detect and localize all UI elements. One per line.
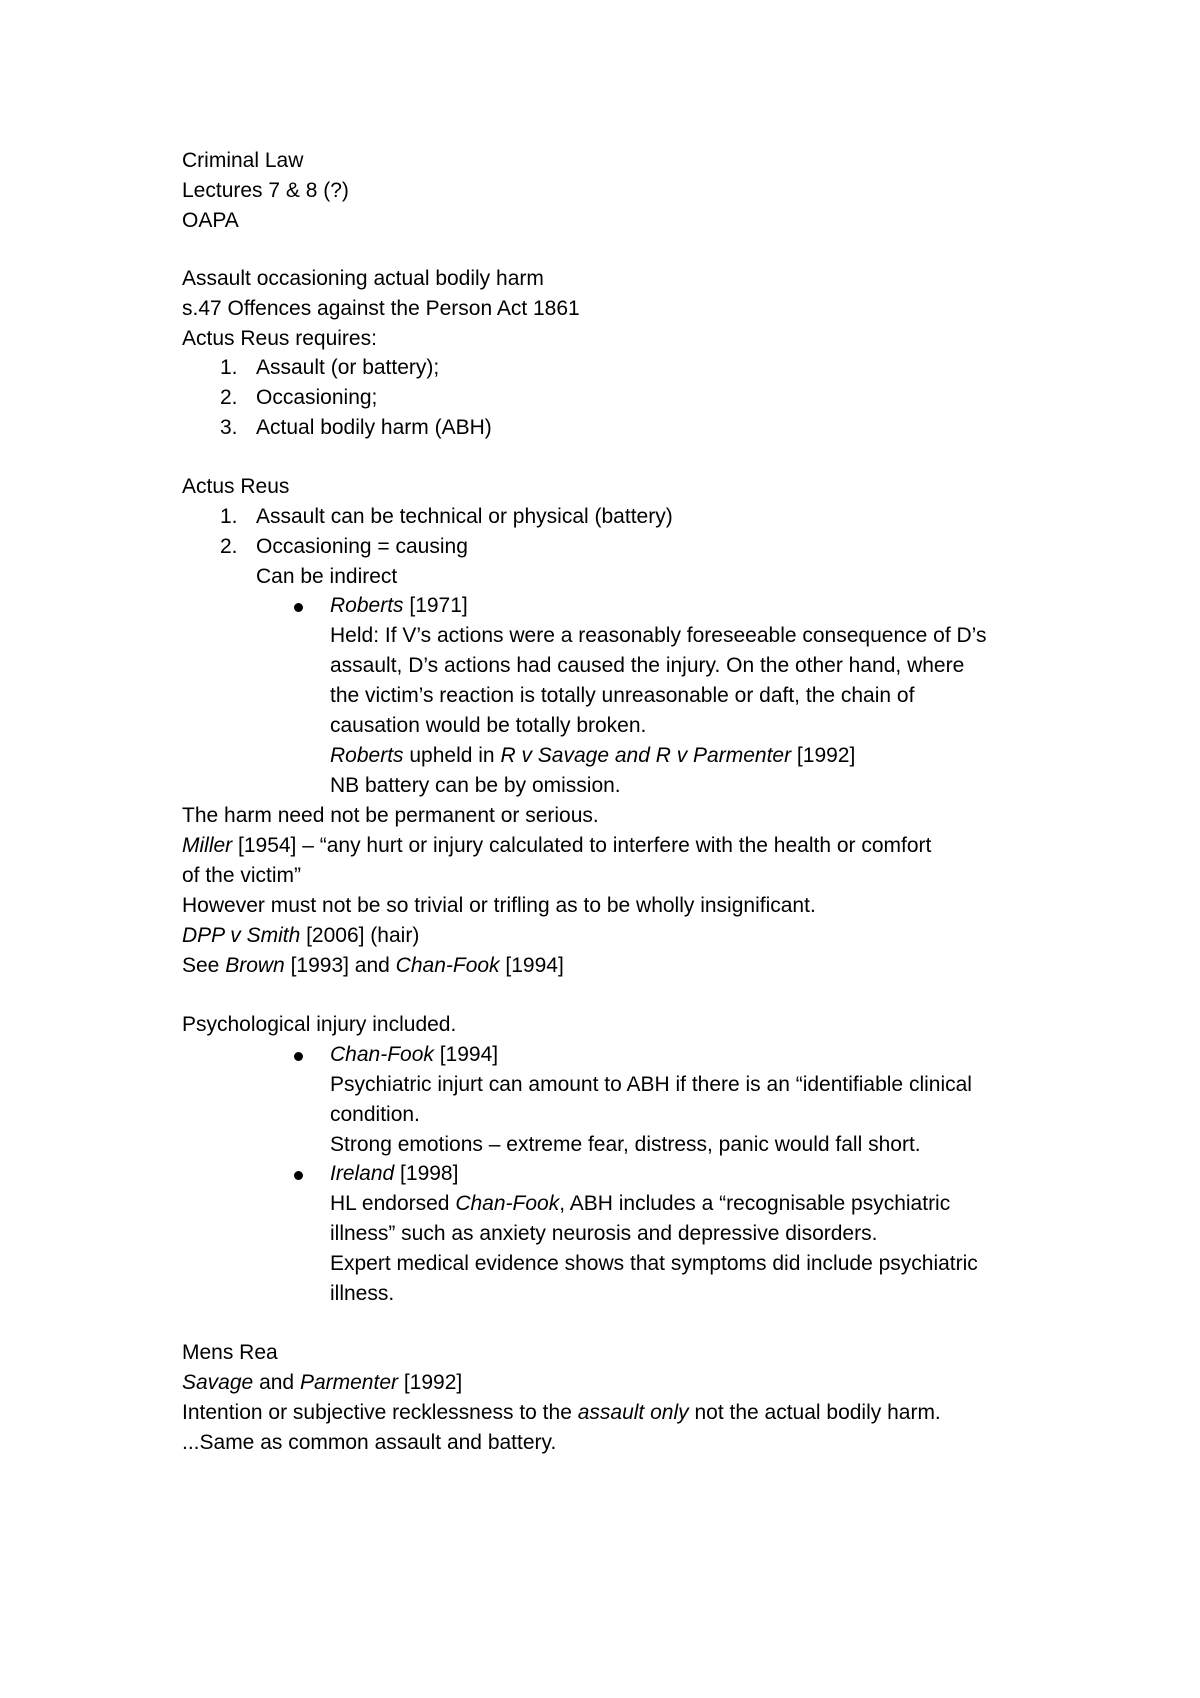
abh-heading: Assault occasioning actual bodily harm [182,267,544,290]
list-number: 3. [220,416,238,439]
harm-line: The harm need not be permanent or serious. [182,804,599,827]
held-line: Held: If V’s actions were a reasonably foreseeable consequence of D’s [330,624,987,647]
same-line: ...Same as common assault and battery. [182,1431,557,1454]
case-name: Ireland [330,1162,395,1185]
psych-line: condition. [330,1103,420,1126]
held-line: assault, D’s actions had caused the injury. On the other hand, where [330,654,965,677]
roberts-case-line [330,592,468,620]
case-name: Savage [182,1371,254,1394]
psych-heading: Psychological injury included. [182,1013,457,1036]
intent-text: Intention or subjective recklessness to the [182,1401,578,1424]
list-item: Occasioning; [256,386,378,409]
intent-emphasis: assault only [577,1401,689,1424]
upheld-line [330,742,855,770]
actus-heading: Actus Reus [182,475,290,498]
case-name: Roberts [330,594,404,617]
list-number: 2. [220,535,238,558]
held-line: the victim’s reaction is totally unreasonable or daft, the chain of [330,684,915,707]
statute-line: s.47 Offences against the Person Act 1861 [182,297,580,320]
see-text: See [182,954,226,977]
mens-rea-heading: Mens Rea [182,1341,278,1364]
requires-line: Actus Reus requires: [182,327,377,350]
list-item: Assault (or battery); [256,356,440,379]
case-name: Brown [225,954,285,977]
case-name: Parmenter [299,1371,398,1394]
nb-line: NB battery can be by omission. [330,774,621,797]
list-number: 1. [220,356,238,379]
miller-cont-line: of the victim” [182,864,302,887]
list-item: Occasioning = causing [256,535,468,558]
case-year: [1992] [398,1371,463,1394]
list-item: Assault can be technical or physical (battery) [256,505,673,528]
case-year: [1998] [394,1162,459,1185]
case-name: Chan-Fook [455,1192,560,1215]
case-name: DPP v Smith [182,924,301,947]
case-year: [2006] (hair) [300,924,420,947]
ireland-line: illness” such as anxiety neurosis and depressive disorders. [330,1222,878,1245]
dpp-line [182,922,419,950]
case-name: R v Savage and R v Parmenter [500,744,792,767]
act-label: OAPA [182,209,239,232]
upheld-text: upheld in [403,744,501,767]
case-year: [1994] [433,1043,499,1066]
ireland-line: Expert medical evidence shows that symptoms did include psychiatric [330,1252,978,1275]
intent-text: not the actual bodily harm. [688,1401,941,1424]
case-name: Roberts [330,744,404,767]
psych-line: Strong emotions – extreme fear, distress, panic would fall short. [330,1133,921,1156]
see-text: [1993] and [284,954,396,977]
trivial-line: However must not be so trivial or trifling as to be wholly insignificant. [182,894,816,917]
list-number: 2. [220,386,238,409]
mens-case-line [182,1369,462,1397]
indirect-line: Can be indirect [256,565,398,588]
chan-fook-case-line [330,1041,498,1069]
bullet-icon [294,603,303,612]
ireland-case-line [330,1160,458,1188]
psych-line: Psychiatric injurt can amount to ABH if there is an “identifiable clinical [330,1073,972,1096]
ireland-line: illness. [330,1282,395,1305]
list-item: Actual bodily harm (ABH) [256,416,492,439]
list-number: 1. [220,505,238,528]
see-line [182,952,564,980]
bullet-icon [294,1171,303,1180]
hl-text: , ABH includes a “recognisable psychiatric [559,1192,951,1215]
course-title: Criminal Law [182,149,304,172]
miller-line [182,832,931,860]
hl-text: HL endorsed [330,1192,456,1215]
case-name: Chan-Fook [330,1043,434,1066]
case-name: Miller [182,834,233,857]
case-name: Chan-Fook [395,954,500,977]
miller-quote: [1954] – “any hurt or injury calculated to interfere with the health or comfort [232,834,932,857]
lecture-label: Lectures 7 & 8 (?) [182,179,349,202]
intent-line [182,1399,941,1427]
held-line: causation would be totally broken. [330,714,647,737]
case-year: [1994] [499,954,564,977]
bullet-icon [294,1052,303,1061]
case-year: [1971] [403,594,468,617]
case-year: [1992] [791,744,856,767]
mens-text: and [253,1371,300,1394]
hl-line [330,1190,950,1218]
